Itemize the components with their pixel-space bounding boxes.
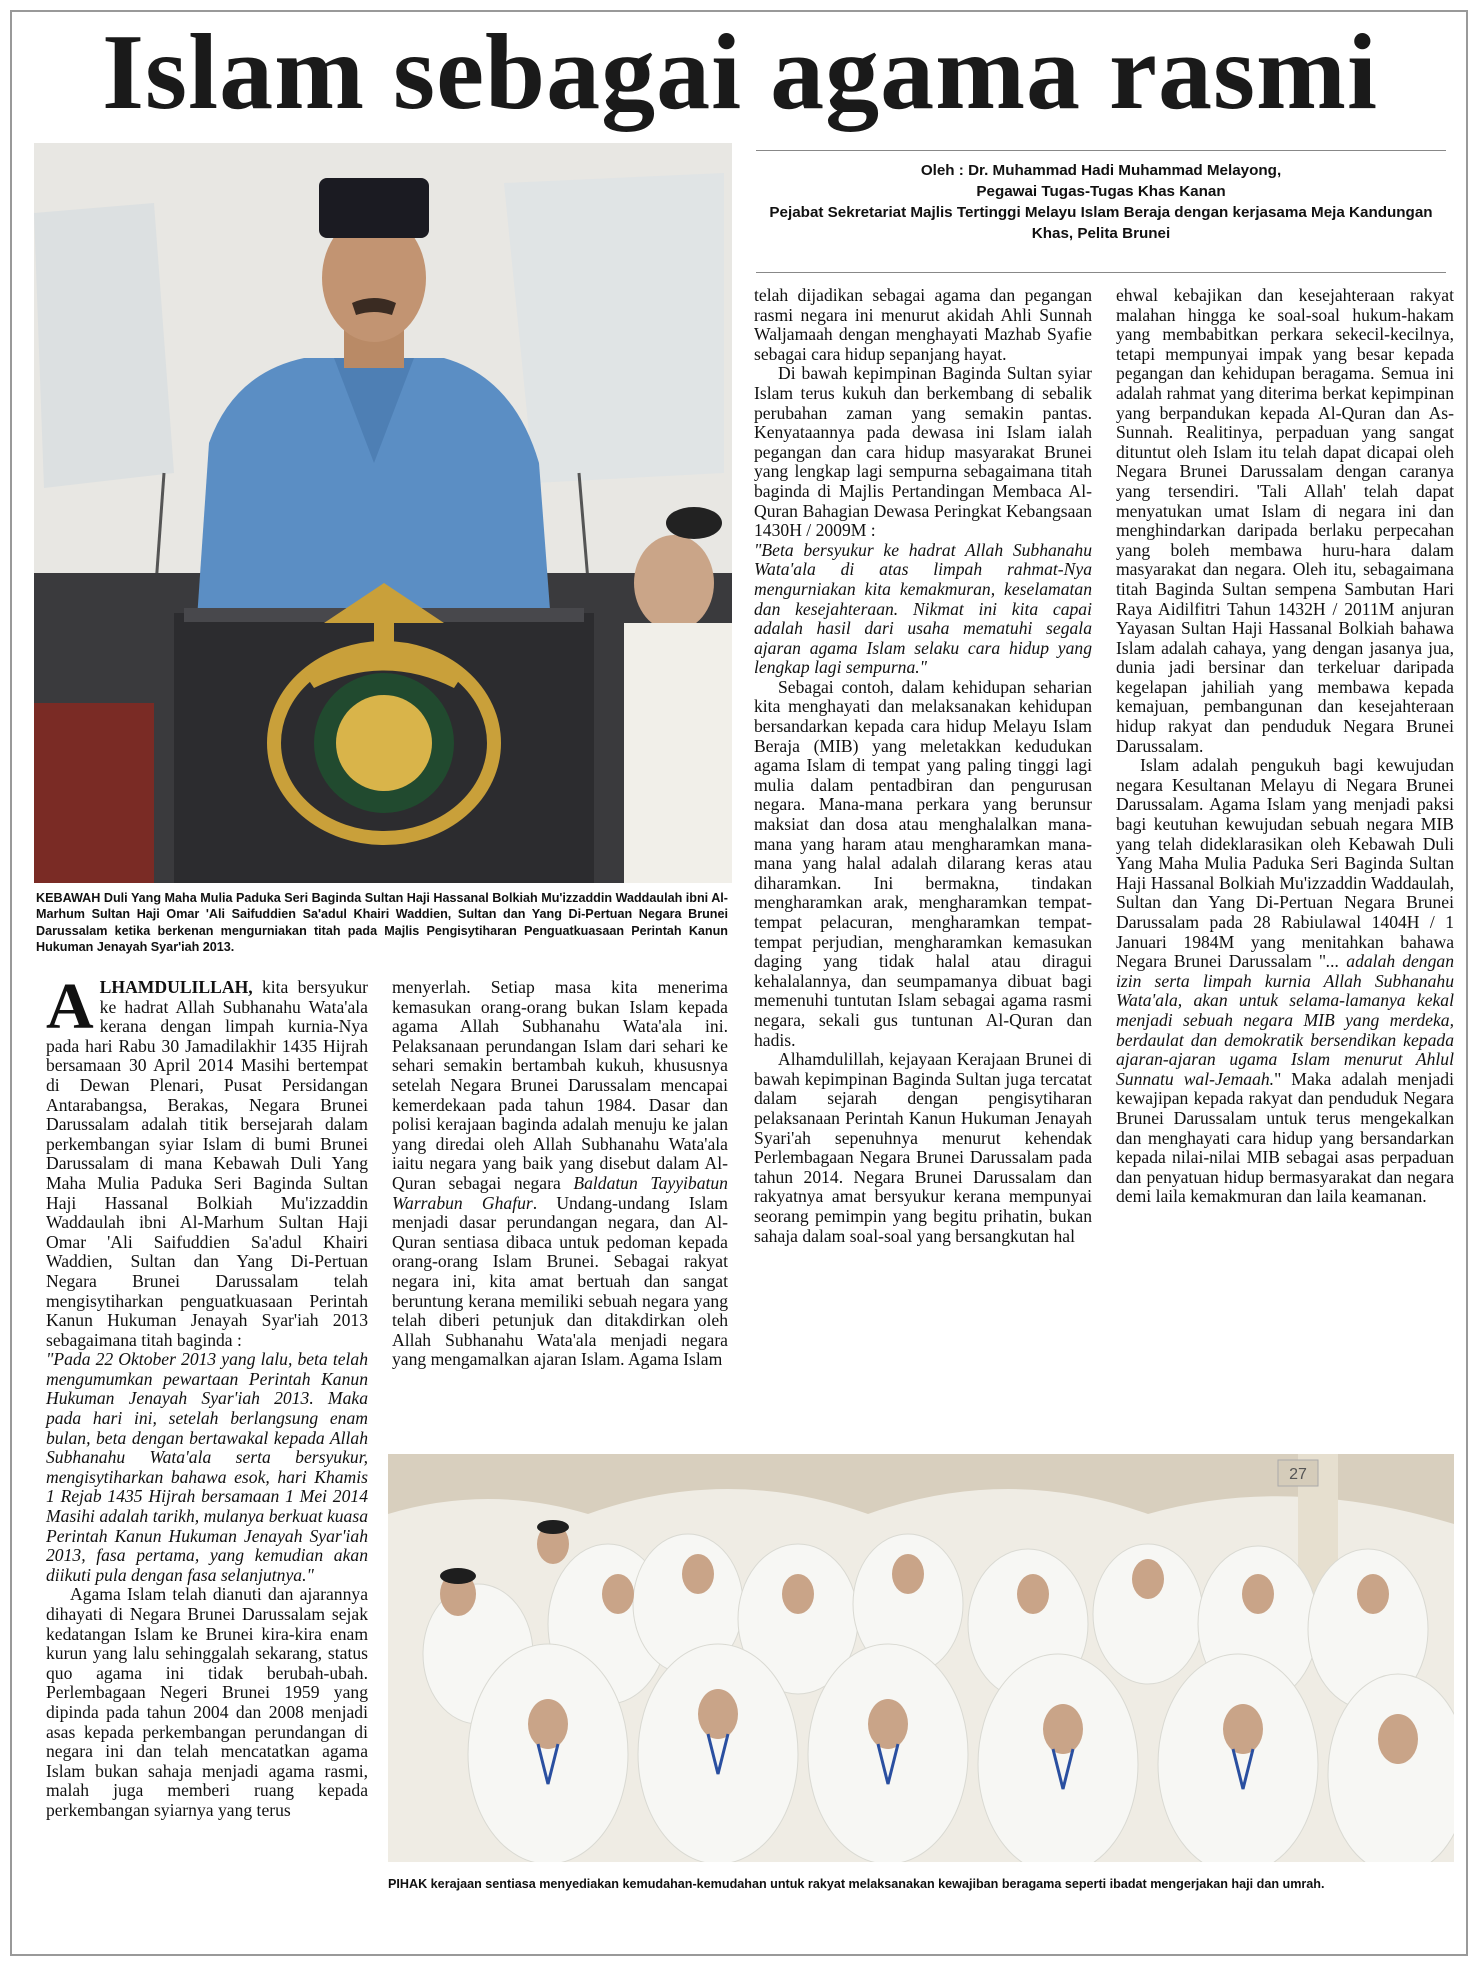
quote	[754, 541, 1092, 678]
paragraph	[392, 978, 728, 1370]
byline-bottom-rule	[756, 272, 1446, 273]
paragraph	[1116, 756, 1454, 1207]
paragraph: Alhamdulillah, kejayaan Kerajaan Brunei di bawah kepimpinan Baginda Sultan juga tercatat dalam sejarah dengan pengisytiharan pelaksanaan Perintah Kanun Hukuman Jenayah Syari'ah sepenuhnya menurut kehendak Perlembagaan Negara Brunei Darussalam pada tahun 2014. Negara Brunei Darussalam dan rakyatnya amat bersyukur kerana mempunyai seorang pemimpin yang begitu prihatin, bukan sahaja dalam soal-soal yang bersangkutan hal	[754, 1049, 1092, 1246]
headline: Islam sebagai agama rasmi	[102, 13, 1378, 132]
top-photo-caption: KEBAWAH Duli Yang Maha Mulia Paduka Seri Baginda Sultan Haji Hassanal Bolkiah Mu'izzaddin Waddaulah ibni Al-Marhum Sultan Haji Omar 'Ali Saifuddien Sa'adul Khairi Waddien, Sultan dan Yang Di-Pertuan Negara Brunei Darussalam ketika berkenan mengurniakan titah pada Majlis Pengisytiharan Penguatkuasaan Perintah Kanun Hukuman Jenayah Syar'iah 2013.	[36, 891, 728, 955]
emphasis-text: Baldatun Tayyibatun Warrabun Ghafur	[392, 1172, 728, 1213]
article-column-3	[754, 286, 1092, 1246]
paragraph-text: kita bersyukur ke hadrat Allah Subhanahu Wata'ala kerana dengan limpah kurnia-Nya pada hari Rabu 30 Jamadilakhir 1435 Hijrah bersamaan 30 April 2014 Masihi bertempat di Dewan Plenari, Pusat Persidangan Antarabangsa, Berakas, Negara Brunei Darussalam adalah titik bersejarah dalam perkembangan syiar Islam di bumi Brunei Darussalam di mana Kebawah Duli Yang Maha Mulia Paduka Seri Baginda Sultan Haji Hassanal Bolkiah Mu'izzaddin Waddaulah ibni Al-Marhum Sultan Haji Omar 'Ali Saifuddien Sa'adul Khairi Waddien, Sultan dan Yang Di-Pertuan Negara Brunei Darussalam telah mengisytiharkan penguatkuasaan Perintah Kanun Hukuman Jenayah Syar'iah 2013 sebagaimana titah baginda :	[46, 977, 368, 1350]
pilgrims-group-photo	[388, 1454, 1454, 1862]
emphasis-text: ... adalah dengan izin serta limpah kurnia Allah Subhanahu Wata'ala, akan untuk selama-lamanya kekal menjadi sebuah negara MIB yang merdeka, berdaulat dan demokratik bersendikan kepada ajaran-ajaran ugama Islam menurut Ahlul Sunnatu wal-Jemaah.	[1116, 951, 1454, 1089]
byline	[756, 160, 1446, 244]
paragraph: Agama Islam telah dianuti dan ajarannya dihayati di Negara Brunei Darussalam sejak kedatangan Islam ke Brunei kira-kira enam kurun yang lalu sehinggalah sekarang, status quo agama ini tidak berubah-ubah. Perlembagaan Negeri Brunei 1959 yang dipinda pada tahun 2004 dan 2008 menjadi asas kepada perkembangan perundangan di negara ini dan telah mencatatkan agama Islam bukan sahaja menjadi agama rasmi, malah juga memberi ruang kepada perkembangan syiarnya yang terus	[46, 1584, 368, 1820]
author-name: Oleh : Dr. Muhammad Hadi Muhammad Melayong,	[920, 162, 1282, 179]
paragraph-text: " Maka adalah menjadi kewajipan kepada rakyat dan penduduk Negara Brunei Darussalam untuk terus mengekalkan dan menghayati cara hidup yang bersandarkan kepada nilai-nilai MIB sebagai asas perpaduan dan penyatuan hidup bermasyarakat dan negara demi laila kemakmuran dan laila keamanan.	[1116, 1068, 1454, 1207]
paragraph: telah dijadikan sebagai agama dan pegangan rasmi negara ini menurut akidah Ahli Sunnah Waljamaah dengan menghayati Mazhab Syafie sebagai cara hidup sepanjang hayat.	[754, 285, 1092, 364]
paragraph-text: Islam adalah pengukuh bagi kewujudan negara Kesultanan Melayu di Negara Brunei Darussalam. Agama Islam yang menjadi paksi bagi keutuhan kewujudan sebuah negara MIB yang telah dideklarasikan oleh Kebawah Duli Yang Maha Mulia Paduka Seri Baginda Sultan Haji Hassanal Bolkiah Mu'izzaddin Waddaulah, Sultan dan Yang Di-Pertuan Negara Brunei Darussalam pada 28 Rabiulawal 1404H / 1 Januari 1984M yang menitahkan bahawa Negara Brunei Darussalam "	[1116, 755, 1454, 972]
bottom-photo-caption: PIHAK kerajaan sentiasa menyediakan kemudahan-kemudahan untuk rakyat melaksanakan kewajiban beragama seperti ibadat mengerjakan haji dan umrah.	[388, 1877, 1325, 1891]
byline-top-rule	[756, 150, 1446, 151]
paragraph: Di bawah kepimpinan Baginda Sultan syiar Islam terus kukuh dan berkembang di sebalik perubahan zaman yang semakin pantas. Kenyataannya pada dewasa ini Islam ialah pegangan dan cara hidup masyarakat Brunei yang lengkap lagi sempurna sebagaimana titah baginda di Majlis Pertandingan Membaca Al-Quran Bahagian Dewasa Peringkat Kebangsaan 1430H / 2009M :	[754, 363, 1092, 541]
quote	[46, 1350, 368, 1585]
paragraph	[46, 970, 368, 1350]
article-column-4	[1116, 286, 1454, 1207]
sultan-podium-photo	[34, 143, 732, 883]
author-office: Pejabat Sekretariat Majlis Tertinggi Melayu Islam Beraja dengan kerjasama Meja Kandungan Khas, Pelita Brunei	[769, 204, 1433, 242]
article-column-2	[392, 978, 728, 1370]
author-position: Pegawai Tugas-Tugas Khas Kanan	[976, 183, 1226, 200]
drop-cap: A	[46, 970, 94, 1043]
article-column-1	[46, 970, 368, 1821]
quote-text: "Beta bersyukur ke hadrat Allah Subhanahu Wata'ala di atas limpah rahmat-Nya mengurniakan kita kemakmuran, keselamatan dan kesejahteraan. Nikmat ini kita capai adalah hasil dari usaha mematuhi segala ajaran agama Islam selaku cara hidup yang lengkap lagi sempurna."	[754, 539, 1092, 678]
paragraph-text: . Undang-undang Islam menjadi dasar perundangan negara, dan Al-Quran sentiasa dibaca untuk pedoman kepada orang-orang Islam Brunei. Sebagai rakyat negara ini, kita amat bertuah dan sangat beruntung kerana memiliki sebuah negara yang telah diberi petunjuk dan ditakdirkan oleh Allah Subhanahu Wata'ala menjadi negara yang mengamalkan ajaran Islam. Agama Islam	[392, 1192, 728, 1370]
photo-number-tag: 27	[1289, 1466, 1307, 1483]
paragraph: ehwal kebajikan dan kesejahteraan rakyat malahan hingga ke soal-soal hukum-hakam yang membabitkan perkara sekecil-kecilnya, tetapi mempunyai impak yang besar kepada pegangan dan kehidupan beragama. Semua ini adalah rahmat yang diterima berkat kepimpinan yang berpandukan kepada Al-Quran dan As-Sunnah. Realitinya, perpaduan yang sangat dituntut oleh Islam itu telah dapat dicapai oleh Negara Brunei Darussalam dengan caranya yang tersendiri. 'Tali Allah' telah dapat menyatukan umat Islam di negara ini dan menghindarkan daripada berlaku perpecahan yang boleh membawa huru-hara dalam masyarakat dan negara. Oleh itu, sebagaimana titah Baginda Sultan sempena Sambutan Hari Raya Aidilfitri Tahun 1432H / 2011M anjuran Yayasan Sultan Haji Hassanal Bolkiah bahawa Islam adalah cahaya, yang dengan jasanya jua, dunia jadi bersinar dan terkeluar daripada kegelapan jahiliah yang membawa kepada kemajuan, pembangunan dan kesejahteraan hidup rakyat dan penduduk Negara Brunei Darussalam.	[1116, 285, 1454, 756]
paragraph-text: menyerlah. Setiap masa kita menerima kemasukan orang-orang bukan Islam kepada agama Allah Subhanahu Wata'ala ini. Pelaksanaan perundangan Islam dari sehari ke sehari semakin bertambah kukuh, khususnya setelah Negara Brunei Darussalam mencapai kemerdekaan pada tahun 1984. Dasar dan polisi kerajaan baginda adalah menuju ke jalan yang diredai oleh Allah Subhanahu Wata'ala iaitu negara yang baik yang disebut dalam Al-Quran sebagai negara	[392, 977, 728, 1193]
quote-text: "Pada 22 Oktober 2013 yang lalu, beta telah mengumumkan pewartaan Perintah Kanun Hukuman Jenayah Syar'iah 2013. Maka pada hari ini, setelah berlangsung enam bulan, beta dengan bertawakal kepada Allah Subhanahu Wata'ala serta bersyukur, mengisytiharkan bahawa esok, hari Khamis 1 Rejab 1435 Hijrah bersamaan 1 Mei 2014 Masihi adalah tarikh, mulanya berkuat kuasa Perintah Kanun Hukuman Jenayah Syar'iah 2013, fasa pertama, yang kemudian akan diikuti pula dengan fasa selanjutnya."	[46, 1349, 368, 1585]
lead-word: LHAMDULILLAH,	[99, 977, 253, 997]
paragraph: Sebagai contoh, dalam kehidupan seharian kita menghayati dan melaksanakan kehidupan bersandarkan kepada cara hidup Melayu Islam Beraja (MIB) yang meletakkan kedudukan agama Islam di tempat yang paling tinggi lagi mulia dalam pentadbiran dan pengurusan negara. Mana-mana perkara yang berunsur maksiat dan dosa atau menghalalkan mana-mana yang haram atau mengharamkan mana-mana yang halal adalah dilarang keras atau diharamkan. Ini bermakna, tindakan mengharamkan arak, mengharamkan tempat-tempat pelacuran, mengharamkan tempat-tempat perjudian, mengharamkan kemasukan daging yang tidak halal atau diragui kehalalannya, dan seumpamanya dibuat bagi memenuhi tuntutan Islam sebagai agama rasmi negara, sekali gus tuntunan Al-Quran dan hadis.	[754, 676, 1092, 1050]
